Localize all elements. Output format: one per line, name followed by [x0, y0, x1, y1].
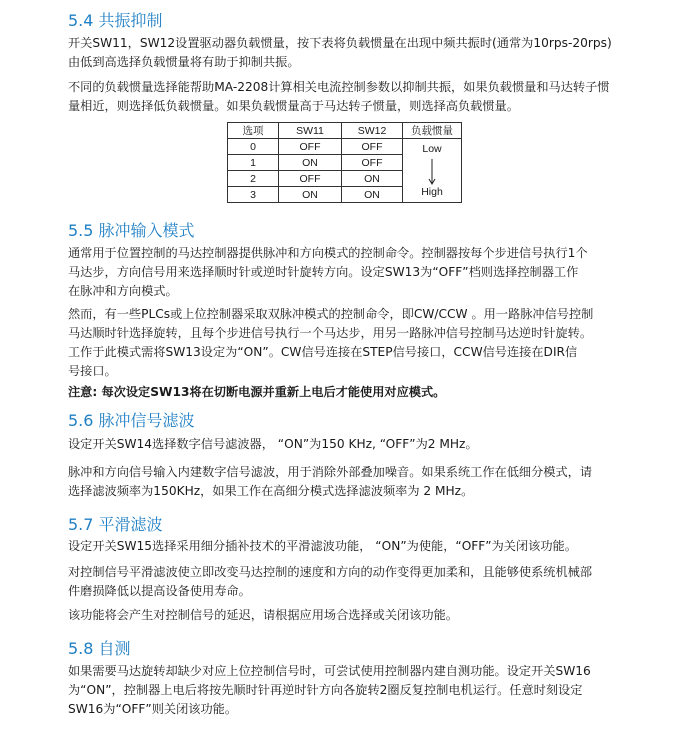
text-line: 开关SW11，SW12设置驱动器负载惯量，按下表将负载惯量在出现中频共振时(通常为10rps-20rps) — [68, 36, 612, 50]
table-cell: OFF — [342, 155, 403, 171]
s58-paragraph-1 — [68, 662, 628, 719]
text-line: 为“ON”，控制器上电后将按先顺时针再逆时针方向各旋转2圈反复控制电机运行。任意时刻设定 — [68, 683, 583, 697]
table-header: SW11 — [279, 123, 342, 139]
s57-paragraph-1 — [68, 537, 628, 556]
table-cell: ON — [342, 187, 403, 203]
load-inertia-table — [227, 122, 462, 203]
table-cell: 3 — [228, 187, 279, 203]
s55-paragraph-2 — [68, 305, 628, 381]
text-line: 马达顺时针选择旋转，且每个步进信号执行一个马达步，用另一路脉冲信号控制马达逆时针旋转。 — [68, 326, 593, 340]
text-line: 设定开关SW15选择采用细分插补技术的平滑滤波功能， “ON”为使能，“OFF”为关闭该功能。 — [68, 539, 577, 553]
text-line: 马达步，方向信号用来选择顺时针或逆时针旋转方向。设定SW13为“OFF”档则选择控制器工作 — [68, 265, 579, 279]
table-cell: ON — [342, 171, 403, 187]
table-cell: 0 — [228, 139, 279, 155]
text-line: 量相近，则选择低负载惯量。如果负载惯量高于马达转子惯量，则选择高负载惯量。 — [68, 99, 519, 113]
text-line: 由低到高选择负载惯量将有助于抑制共振。 — [68, 55, 300, 69]
table-header: 选项 — [228, 123, 279, 139]
table-row — [228, 139, 462, 155]
text-line: 工作于此模式需将SW13设定为“ON”。CW信号连接在STEP信号接口，CCW信号连接在DIR信 — [68, 345, 578, 359]
load-low-label: Low — [422, 143, 442, 155]
down-arrow-icon — [428, 159, 436, 185]
text-line: 对控制信号平滑滤波使立即改变马达控制的速度和方向的动作变得更加柔和，且能够使系统机械部 — [68, 565, 593, 579]
s56-paragraph-1 — [68, 435, 628, 454]
table-cell: 1 — [228, 155, 279, 171]
text-line: 如果需要马达旋转却缺少对应上位控制信号时，可尝试使用控制器内建自测功能。设定开关SW16 — [68, 664, 591, 678]
section-5-6-title: 5.6 脉冲信号滤波 — [68, 411, 195, 430]
text-line: 脉冲和方向信号输入内建数字信号滤波，用于消除外部叠加噪音。如果系统工作在低细分模式，请 — [68, 465, 593, 479]
text-line: 件磨损降低以提高设备使用寿命。 — [68, 584, 251, 598]
text-line: 设定开关SW14选择数字信号滤波器， “ON”为150 KHz, “OFF”为2 MHz。 — [68, 437, 478, 451]
table-cell: ON — [279, 187, 342, 203]
section-5-7-title: 5.7 平滑滤波 — [68, 515, 163, 534]
text-line: 不同的负载惯量选择能帮助MA-2208计算相关电流控制参数以抑制共振，如果负载惯量和马达转子惯 — [68, 80, 610, 94]
load-high-label: High — [421, 186, 443, 198]
table-cell: 2 — [228, 171, 279, 187]
table-header: 负载惯量 — [403, 123, 462, 139]
s54-paragraph-2 — [68, 78, 628, 116]
table-cell: OFF — [279, 171, 342, 187]
table-header-row — [228, 123, 462, 139]
text-line: 该功能将会产生对控制信号的延迟，请根据应用场合选择或关闭该功能。 — [68, 608, 458, 622]
s55-note — [68, 383, 628, 402]
text-line: 然而，有一些PLCs或上位控制器采取双脉冲模式的控制命令，即CW/CCW 。用一路脉冲信号控制 — [68, 307, 594, 321]
table-cell: ON — [279, 155, 342, 171]
text-line: 号接口。 — [68, 364, 117, 378]
text-line: 选择滤波频率为150KHz，如果工作在高细分模式选择滤波频率为 2 MHz。 — [68, 484, 474, 498]
note-line: 注意: 每次设定SW13将在切断电源并重新上电后才能使用对应模式。 — [68, 385, 446, 399]
load-inertia-range-cell — [403, 139, 462, 203]
table-cell: OFF — [279, 139, 342, 155]
table-cell: OFF — [342, 139, 403, 155]
section-5-5-title: 5.5 脉冲输入模式 — [68, 221, 195, 240]
text-line: SW16为“OFF”则关闭该功能。 — [68, 702, 238, 716]
section-5-8-title: 5.8 自测 — [68, 639, 131, 658]
s54-paragraph-1 — [68, 34, 628, 72]
table-header: SW12 — [342, 123, 403, 139]
s57-paragraph-3 — [68, 606, 628, 625]
section-5-4-title: 5.4 共振抑制 — [68, 11, 163, 30]
s57-paragraph-2 — [68, 563, 628, 601]
s55-paragraph-1 — [68, 244, 628, 301]
text-line: 在脉冲和方向模式。 — [68, 284, 178, 298]
s56-paragraph-2 — [68, 463, 628, 501]
text-line: 通常用于位置控制的马达控制器提供脉冲和方向模式的控制命令。控制器按每个步进信号执行1个 — [68, 246, 588, 260]
